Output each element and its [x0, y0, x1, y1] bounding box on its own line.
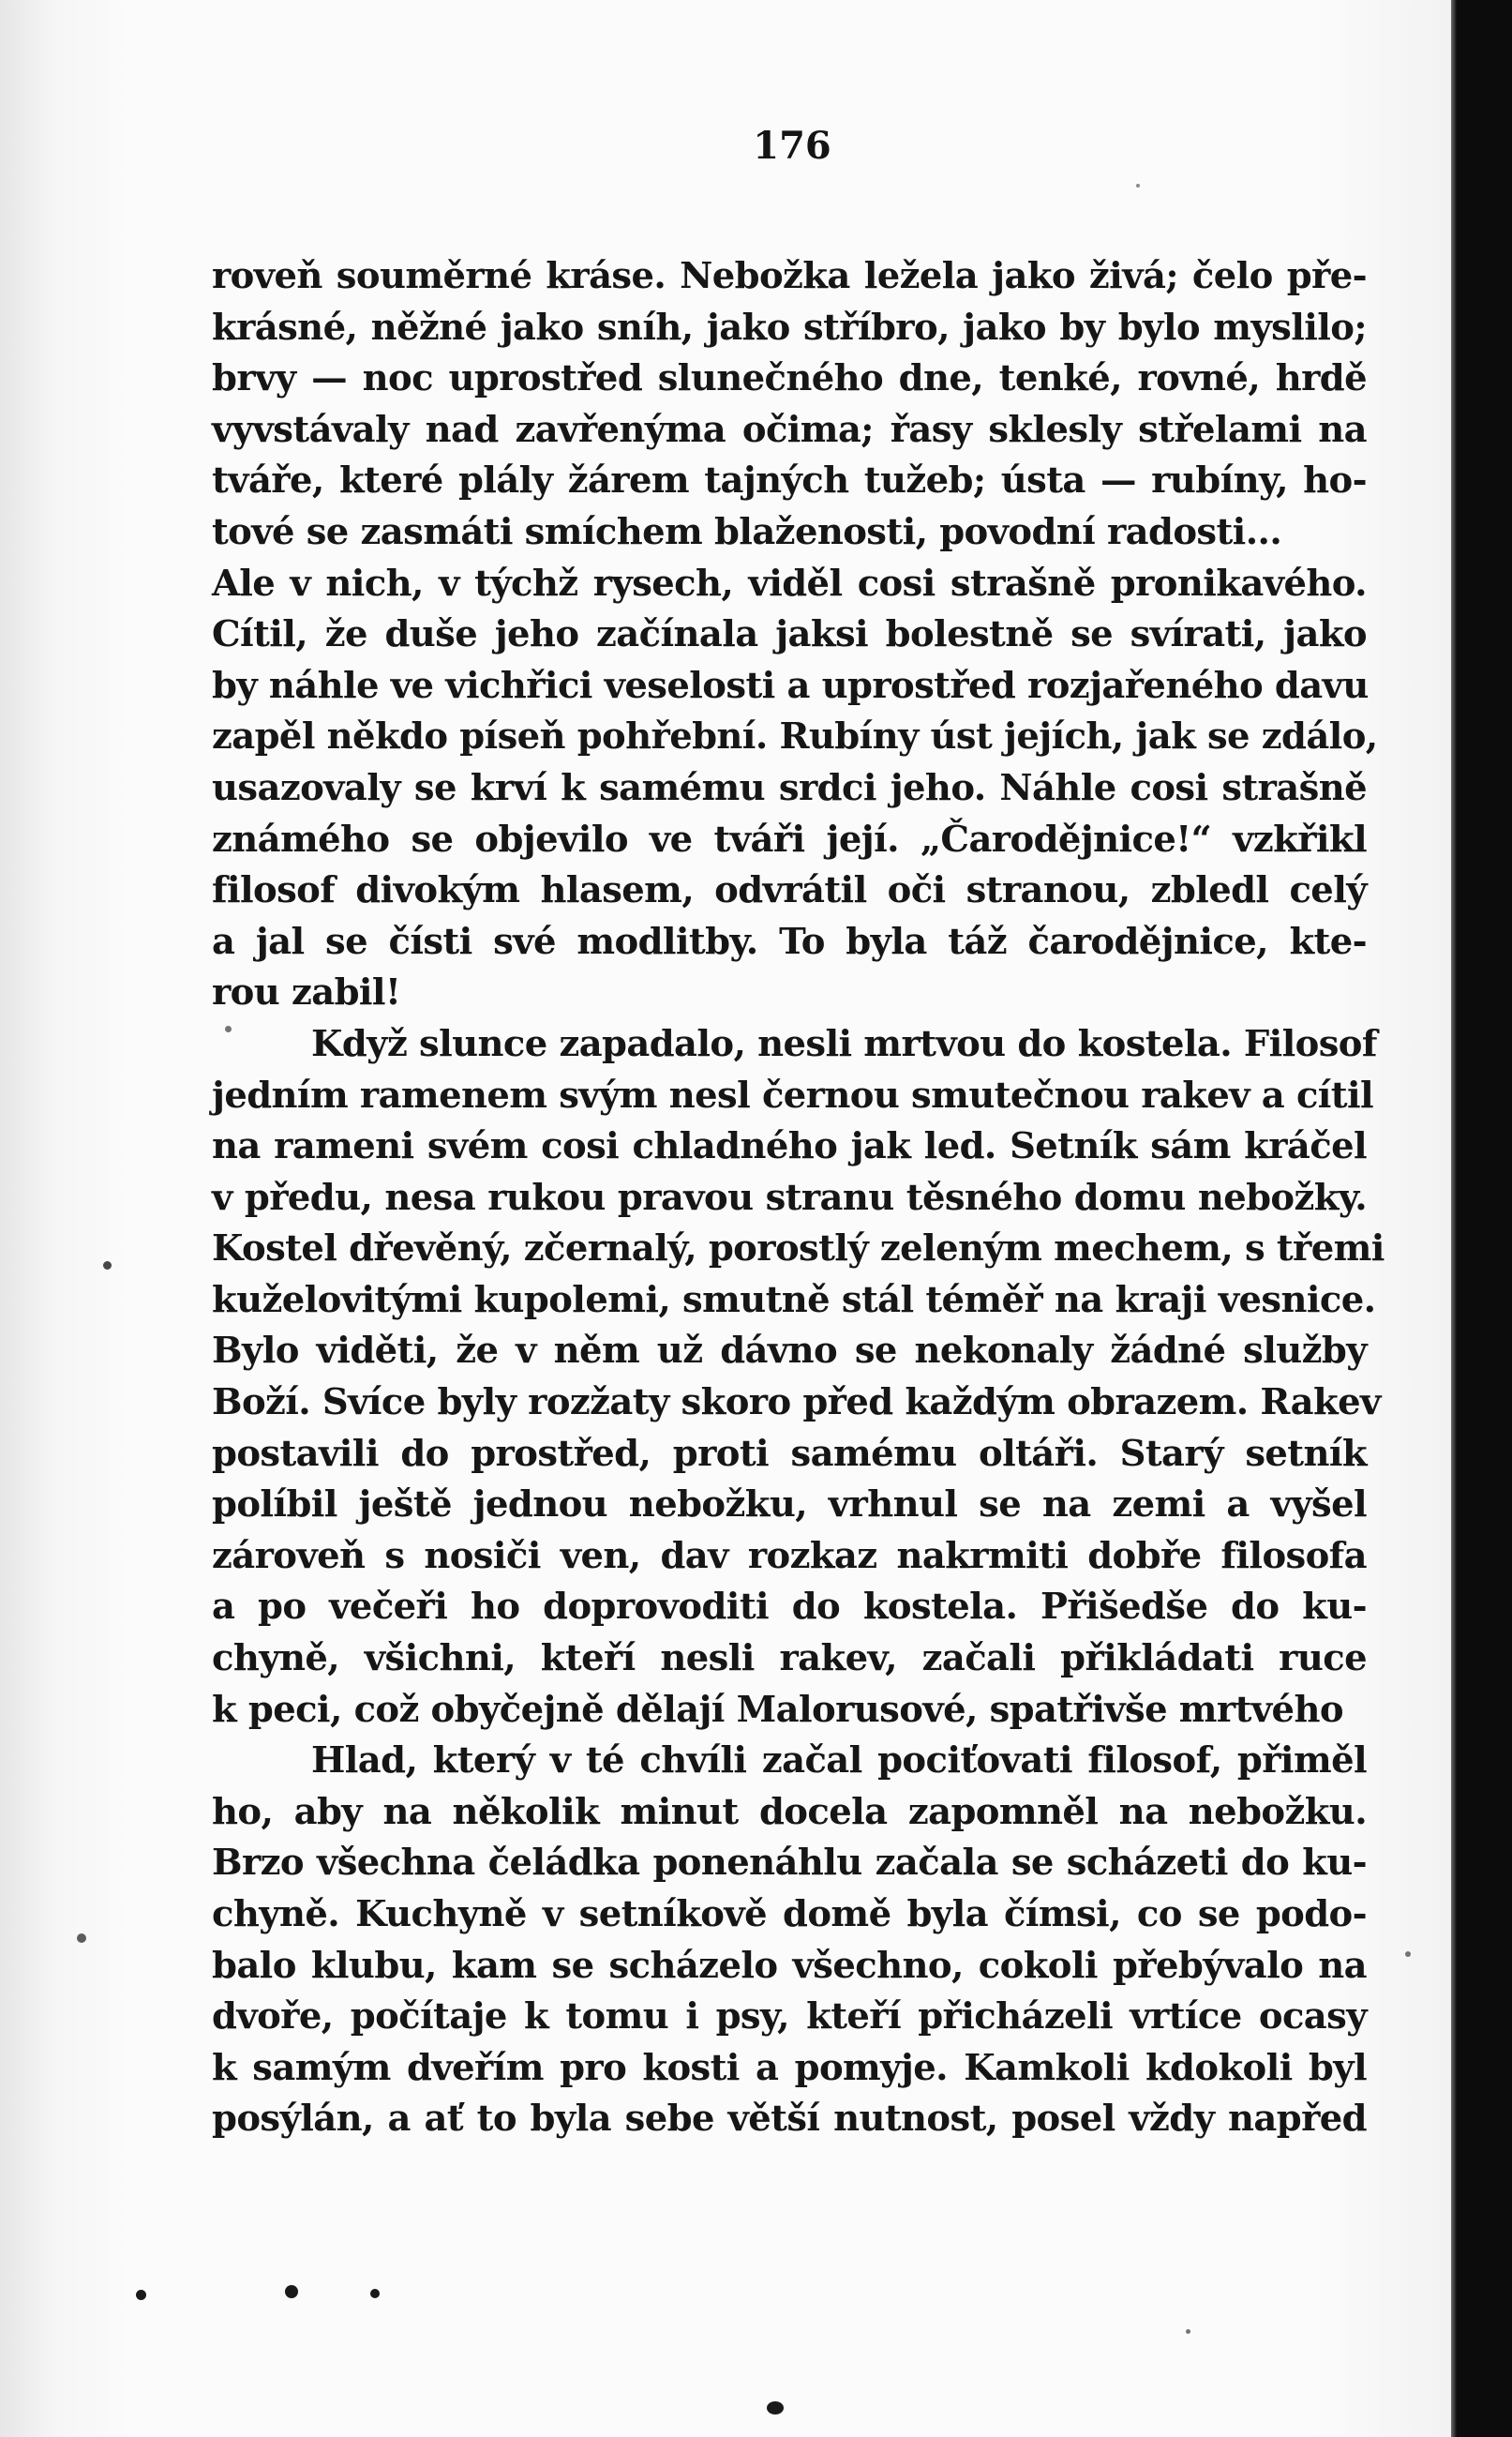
text-line: kuželovitými kupolemi, smutně stál téměř na kraji vesnice. [212, 1278, 1376, 1321]
text-line: a jal se čísti své modlitby. To byla táž čarodějnice, kte- [212, 920, 1367, 963]
text-line: Brzo všechna čeládka ponenáhlu začala se scházeti do ku- [212, 1842, 1367, 1885]
text-line: rou zabil! [212, 971, 401, 1015]
text-line: posýlán, a ať to byla sebe větší nutnost, posel vždy napřed [212, 2098, 1367, 2141]
scan-speck [1186, 2329, 1190, 2334]
text-line: dvoře, počítaje k tomu i psy, kteří přicházeli vrtíce ocasy [212, 1995, 1367, 2038]
text-line: na rameni svém cosi chladného jak led. Setník sám kráčel [212, 1125, 1367, 1168]
text-line: v předu, nesa rukou pravou stranu těsného domu nebožky. [212, 1176, 1367, 1219]
text-line: roveň souměrné krásе. Nebožka ležela jako živá; čelo pře- [212, 255, 1367, 297]
text-line: by náhle ve vichřici veselosti a uprostřed rozjařeného davu [212, 664, 1369, 707]
scan-border [1451, 0, 1512, 2437]
text-line: jedním ramenem svým nesl černou smutečnou rakev a cítil [212, 1074, 1374, 1117]
text-line: Hlad, který v té chvíli začal pociťovati filosof, přiměl [311, 1739, 1367, 1783]
text-line: usazovaly se krví k samému srdci jeho. Náhle cosi strašně [212, 766, 1367, 809]
page-number: 176 [753, 124, 831, 168]
text-line: chyně. Kuchyně v setníkově domě byla čímsi, co se podo- [212, 1893, 1367, 1935]
text-line: ho, aby na několik minut docela zapomněl na nebožku. [212, 1790, 1367, 1833]
text-line: známého se objevilo ve tváři její. „Čarodějnice!“ vzkřikl [212, 818, 1367, 861]
scan-speck [103, 1261, 112, 1270]
text-line: chyně, všichni, kteří nesli rakev, začali přikládati ruce [212, 1637, 1367, 1680]
scan-speck [136, 2290, 146, 2300]
text-line: Když slunce zapadalo, nesli mrtvou do kostela. Filosof [311, 1022, 1377, 1065]
text-line: k peci, což obyčejně dělají Malorusové, spatřivše mrtvého [212, 1688, 1343, 1731]
body-text [212, 251, 1385, 2145]
text-line: brvy — noc uprostřed slunečného dne, tenké, rovné, hrdě [212, 357, 1367, 400]
text-line: a po večeři ho doprovoditi do kostela. Přišedše do ku- [212, 1586, 1367, 1629]
scan-speck [767, 2401, 784, 2414]
scan-speck [1405, 1951, 1411, 1957]
text-line: tové se zasmáti smíchem blaženosti, povodní radosti... [212, 510, 1282, 553]
text-line: krásné, něžné jako sníh, jako stříbro, jako by bylo myslilo; [212, 306, 1367, 349]
text-line: Kostel dřevěný, zčernalý, porostlý zeleným mechem, s třemi [212, 1227, 1385, 1271]
text-line: políbil ještě jednou nebožku, vrhnul se na zemi a vyšel [212, 1483, 1367, 1527]
text-line: Ale v nich, v týchž rysech, viděl cosi strašně pronikavého. [212, 562, 1367, 605]
text-line: balo klubu, kam se scházelo všechno, cokoli přebývalo na [212, 1944, 1367, 1987]
text-line: k samým dveřím pro kosti a pomyje. Kamkoli kdokoli byl [212, 2046, 1367, 2089]
scan-speck [370, 2289, 380, 2298]
text-line: Cítil, že duše jeho začínala jaksi bolestně se svírati, jako [212, 613, 1367, 656]
text-line: vyvstávaly nad zavřenýma očima; řasy sklesly střelami na [212, 408, 1367, 451]
text-line: postavili do prostřed, proti samému oltáři. Starý setník [212, 1432, 1367, 1475]
text-line: filosof divokým hlasem, odvrátil oči stranou, zbledl celý [212, 869, 1367, 912]
text-line: zároveň s nosiči ven, dav rozkaz nakrmiti dobře filosofa [212, 1534, 1367, 1577]
scan-speck [225, 1026, 232, 1032]
scan-speck [1136, 184, 1140, 188]
text-line: Boží. Svíce byly rozžaty skoro před každým obrazem. Rakev [212, 1381, 1381, 1424]
scan-speck [285, 2285, 298, 2298]
scan-speck [77, 1933, 86, 1943]
text-line: Bylo viděti, že v něm už dávno se nekonaly žádné služby [212, 1330, 1367, 1373]
text-line: zapěl někdo píseň pohřební. Rubíny úst jejích, jak se zdálo, [212, 715, 1378, 759]
text-line: tváře, které plály žárem tajných tužeb; ústa — rubíny, ho- [212, 459, 1367, 503]
